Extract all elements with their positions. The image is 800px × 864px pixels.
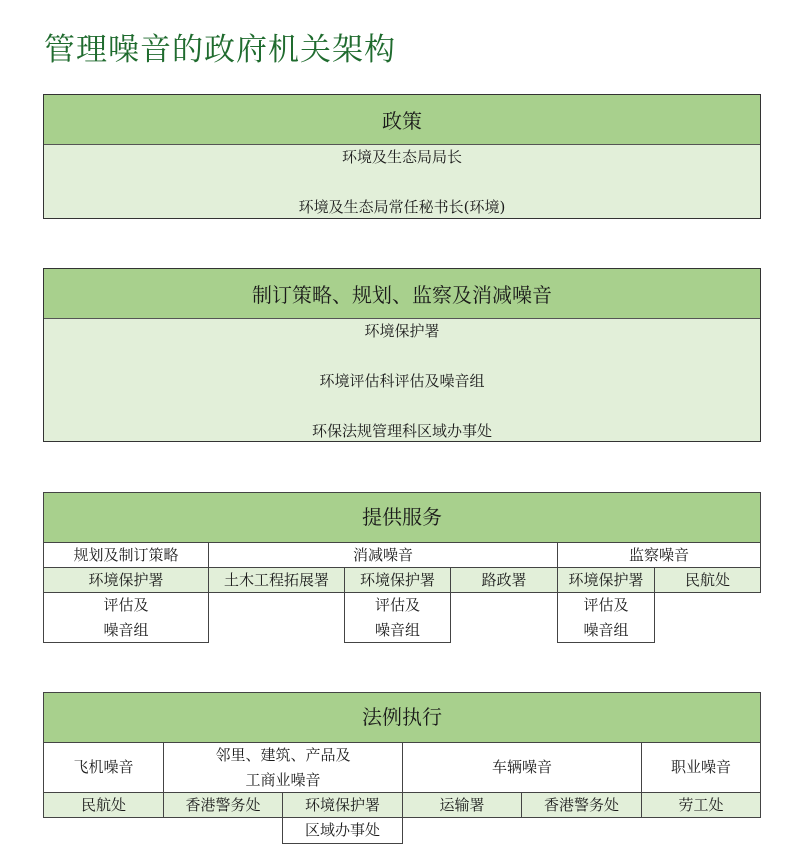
strategy-item <box>44 344 760 369</box>
category-line: 飞机噪音 <box>73 758 134 776</box>
strategy-box <box>43 268 761 442</box>
strategy-header: 制订策略、规划、监察及消减噪音 <box>44 269 760 319</box>
enforcement-department: 香港警务处 <box>163 792 283 818</box>
policy-item: 环境及生态局常任秘书长(环境) <box>298 198 506 216</box>
services-subunit <box>344 592 451 643</box>
enforcement-subunit: 区域办事处 <box>282 817 403 844</box>
services-department: 土木工程拓展署 <box>208 567 345 593</box>
services-department: 路政署 <box>450 567 558 593</box>
subunit-line: 噪音组 <box>583 620 629 639</box>
enforcement-category <box>163 742 403 793</box>
strategy-item: 环保法规管理科区域办事处 <box>311 422 492 440</box>
enforcement-category <box>43 742 164 793</box>
category-line: 邻里、建筑、产品及 <box>215 745 351 764</box>
subunit-line: 评估及 <box>583 595 629 614</box>
services-header: 提供服务 <box>43 492 761 543</box>
policy-item <box>44 170 760 195</box>
enforcement-category <box>402 742 642 793</box>
policy-header: 政策 <box>44 95 760 145</box>
category-line: 车辆噪音 <box>491 758 552 776</box>
strategy-item <box>44 394 760 419</box>
services-subunit <box>557 592 655 643</box>
subunit-line: 评估及 <box>103 595 149 614</box>
policy-body <box>44 145 760 218</box>
enforcement-department: 民航处 <box>43 792 164 818</box>
policy-item: 环境及生态局局长 <box>341 148 462 166</box>
services-department: 环境保护署 <box>557 567 655 593</box>
strategy-item: 环境保护署 <box>364 322 440 340</box>
page-title: 管理噪音的政府机关架构 <box>44 32 396 68</box>
enforcement-department: 劳工处 <box>641 792 761 818</box>
enforcement-department: 香港警务处 <box>521 792 642 818</box>
strategy-body <box>44 319 760 441</box>
policy-box <box>43 94 761 219</box>
services-department: 民航处 <box>654 567 761 593</box>
services-category: 监察噪音 <box>557 542 761 568</box>
enforcement-category <box>641 742 761 793</box>
category-line: 工商业噪音 <box>245 770 321 789</box>
subunit-line: 噪音组 <box>103 620 149 639</box>
services-category: 规划及制订策略 <box>43 542 209 568</box>
subunit-line: 噪音组 <box>374 620 420 639</box>
enforcement-department: 运输署 <box>402 792 522 818</box>
strategy-item: 环境评估科评估及噪音组 <box>319 372 485 390</box>
enforcement-department: 环境保护署 <box>282 792 403 818</box>
services-department: 环境保护署 <box>344 567 451 593</box>
subunit-line: 评估及 <box>374 595 420 614</box>
services-department: 环境保护署 <box>43 567 209 593</box>
category-line: 职业噪音 <box>670 758 731 776</box>
services-subunit <box>43 592 209 643</box>
enforcement-header: 法例执行 <box>43 692 761 743</box>
services-category: 消减噪音 <box>208 542 558 568</box>
